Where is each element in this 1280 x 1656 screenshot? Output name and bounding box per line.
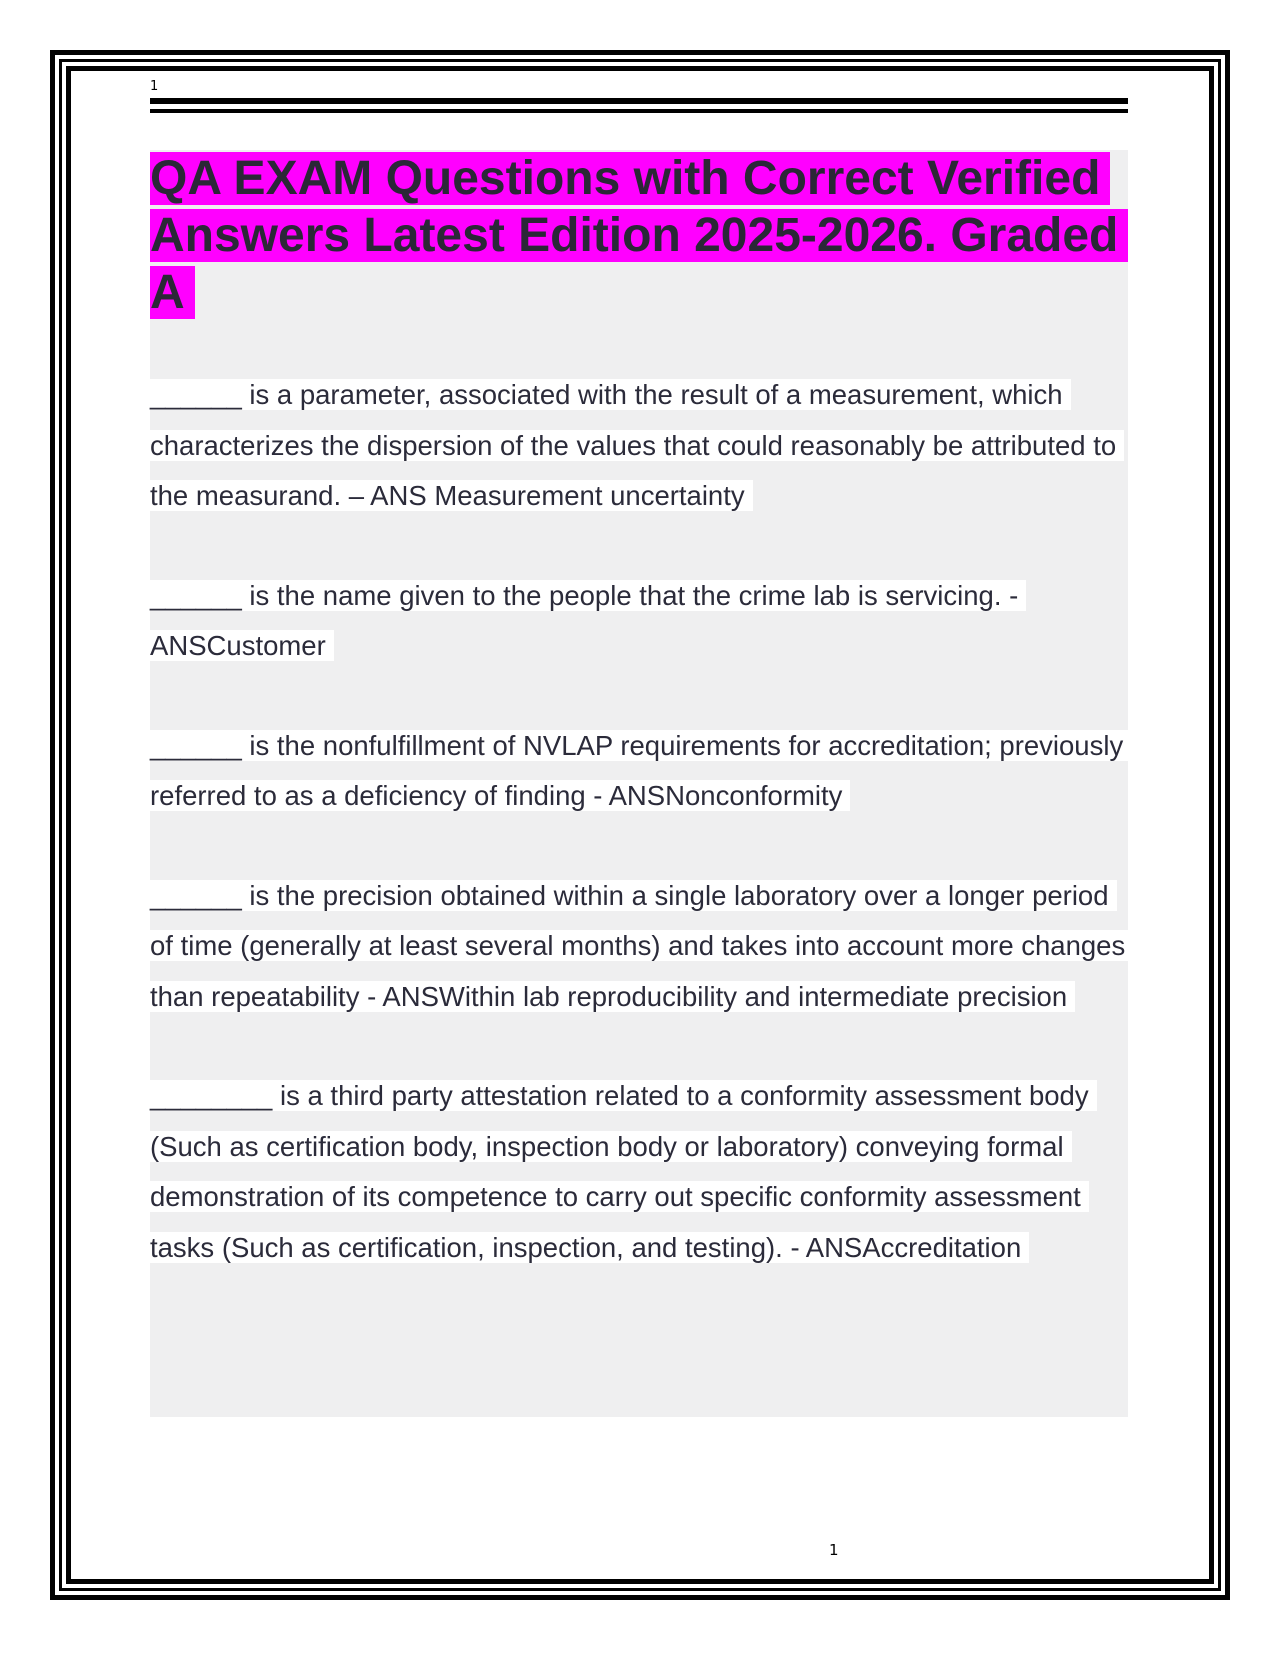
question-item-text: ______ is a parameter, associated with the result of a measurement, which characterizes the dispersion of the values that could reasonably be attributed to the measurand. – ANS Measurement uncertainty — [150, 379, 1124, 511]
question-item — [150, 370, 1128, 522]
question-item — [150, 1071, 1128, 1273]
question-item-text: ______ is the name given to the people that the crime lab is servicing. - ANSCustomer — [150, 580, 1026, 662]
document-content — [150, 150, 1128, 1417]
question-item — [150, 721, 1128, 822]
document-title — [150, 150, 1128, 321]
header-page-number: 1 — [150, 79, 159, 94]
footer-page-number: 1 — [829, 1541, 839, 1559]
header-rule-thick — [150, 98, 1128, 104]
question-item — [150, 571, 1128, 672]
question-item-text: ________ is a third party attestation related to a conformity assessment body (Such as certification body, inspection body or laboratory) conveying formal demonstration of its competence to carry out specific conformity assessment tasks (Such as certification, inspection, and testing). - ANSAccreditation — [150, 1080, 1097, 1263]
question-item — [150, 871, 1128, 1023]
question-item-text: ______ is the precision obtained within a single laboratory over a longer period of time (generally at least several months) and takes into account more changes than repeatability - ANSWithin lab reproducibility and intermediate precision — [150, 880, 1133, 1012]
header-rule-thin — [150, 109, 1128, 113]
document-title-text: QA EXAM Questions with Correct Verified Answers Latest Edition 2025-2026. Graded A — [150, 152, 1128, 319]
question-item-text: ______ is the nonfulfillment of NVLAP requirements for accreditation; previously referred to as a deficiency of finding - ANSNonconformity — [150, 730, 1131, 812]
